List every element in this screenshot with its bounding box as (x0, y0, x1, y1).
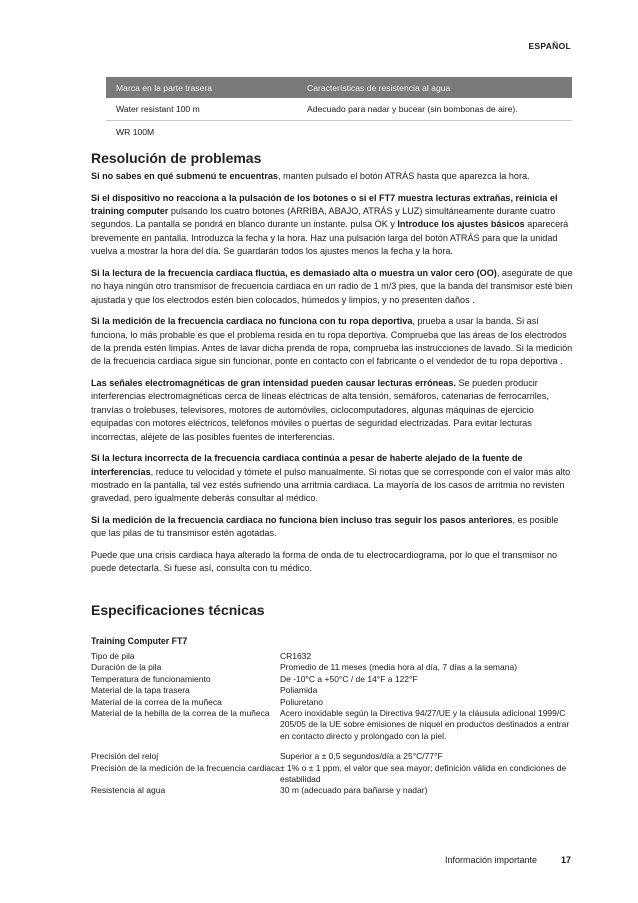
paragraph-text: , manten pulsado el botón ATRÁS hasta que aparezca la hora. (277, 171, 530, 181)
spec-row (91, 674, 575, 685)
paragraph (91, 267, 575, 307)
spec-label: Material de la correa de la muñeca (91, 696, 222, 707)
paragraph-text: Puede que una crisis cardiaca haya alterado la forma de onda de tu electrocardiograma, por lo que el transmisor no puede detectarla. Si fuese así, consulta con tu médico. (91, 550, 558, 574)
spec-row (91, 708, 575, 742)
bold-lead: Las señales electromagnéticas de gran intensidad pueden causar lecturas erróneas. (91, 378, 456, 389)
spec-label: Material de la hebilla de la correa de la muñeca (91, 708, 270, 719)
table-cell: WR 100M (116, 127, 155, 137)
paragraph-text: Se pueden producir interferencias electromagnéticas cerca de líneas eléctricas de alta tensión, semáforos, catenarias de ferrocarriles, tranvías o trolebuses, televisores, motores de automóviles, ciclocomputadores, algunas máquinas de ejercicio equipadas con motores eléctricos, teléfonos móviles o puertas de seguridad electrizadas. Para evitar lecturas incorrectas, aléjete de las posibles fuentes de interferencias. (91, 378, 549, 442)
bold-lead: Si no sabes en qué submenú te encuentras (91, 171, 278, 181)
spec-label: Material de la tapa trasera (91, 685, 190, 696)
paragraph (91, 315, 575, 369)
spec-value: 30 m (adecuado para bañarse y nadar) (280, 785, 428, 796)
spec-row (91, 751, 575, 762)
spacer (91, 742, 575, 751)
paragraph (91, 452, 575, 506)
paragraph-text: , asegúrate de que no haya ningún otro transmisor de frecuencia cardiaca en un radio de 1 m/3 pies, que la banda del transmisor esté bien ajustada y que los electrodos estén bien colocados, húmedos y limpios, y no presenten daños . (91, 267, 573, 305)
table-row (106, 121, 572, 143)
table-cell: Water resistant 100 m (116, 104, 200, 114)
paragraph (91, 377, 575, 444)
spec-value: Promedio de 11 meses (media hora al día, 7 días a la semana) (280, 662, 518, 673)
spec-row (91, 697, 575, 708)
spec-label: Duración de la pila (91, 662, 162, 673)
column-header: Marca en la parte trasera (116, 82, 213, 93)
language-label: ESPAÑOL (528, 41, 571, 51)
spec-row (91, 763, 575, 786)
spec-label: Resistencia al agua (91, 785, 166, 796)
table-cell: Adecuado para nadar y bucear (sin bombonas de aire). (307, 104, 518, 114)
spec-label: Temperatura de funcionamiento (91, 673, 211, 684)
spec-label: Precisión de la medición de la frecuencia cardiaca (91, 762, 280, 773)
spec-row (91, 685, 575, 696)
bold-lead: Si la medición de la frecuencia cardiaca no funciona con tu ropa deportiva (91, 316, 413, 327)
page-number: 17 (560, 855, 571, 865)
spec-value: Poliuretano (280, 696, 324, 707)
spec-label: Precisión del reloj (91, 751, 159, 762)
spec-subtitle: Training Computer FT7 (91, 636, 188, 646)
spec-row (91, 662, 575, 673)
paragraph-text: aparecerá brevemente en pantalla. Introduzca la fecha y la hora. Haz una pulsación larga del botón ATRÁS para que la unidad vuelva a mostrar la hora del día. Se guardarán todos los ajustes menos la fecha y la hora. (91, 219, 569, 257)
spec-value: Acero inoxidable según la Directiva 94/27/UE y la cláusula adicional 1999/C 205/05 de la UE sobre emisiones de níquel en productos destinados a entrar en contacto directo y prolongado con la piel. (280, 708, 570, 741)
paragraph-text: , es posible que las pilas de tu transmisor estén agotadas. (91, 515, 559, 539)
paragraph (91, 514, 575, 541)
section-heading: Especificaciones técnicas (91, 602, 265, 618)
bold-inline: Introduce los ajustes básicos (397, 219, 525, 230)
table-row (106, 98, 572, 121)
spec-value: Poliamida (280, 685, 318, 696)
bold-lead: Si la medición de la frecuencia cardiaca no funciona bien incluso tras seguir los pasos anteriores (91, 515, 513, 526)
bold-lead: Si el dispositivo no reacciona a la pulsación de los botones o si el FT7 muestra lecturas extrañas, reinicia el training computer (91, 192, 558, 216)
footer-section: Información importante (444, 855, 537, 865)
table-header (106, 77, 572, 98)
paragraph (91, 192, 575, 259)
bold-lead: Si la lectura incorrecta de la frecuencia cardiaca continúa a pesar de haberte alejado de la fuente de interferencias (91, 453, 523, 477)
spec-list (91, 651, 575, 797)
spec-value: ± 1% o ± 1 ppm, el valor que sea mayor; definición válida en condiciones de estabilidad (280, 762, 567, 785)
paragraph-text: , prueba a usar la banda. Si así funciona, lo más probable es que el problema resida en tu ropa deportiva. Comprueba que las áreas de los electrodos de la prenda estén limpias. Antes de lavar dicha prenda de ropa, comprueba las instrucciones de lavado. Si la medición de la frecuencia cardiaca sigue sin funcionar, ponte en contacto con el fabricante o el vendedor de tu ropa deportiva . (91, 316, 573, 367)
water-resistance-table (106, 77, 572, 143)
section-heading: Resolución de problemas (91, 150, 262, 166)
spec-row (91, 785, 575, 796)
page-footer (445, 855, 571, 865)
troubleshooting-body (91, 170, 575, 584)
spec-label: Tipo de pila (91, 651, 135, 661)
paragraph (91, 549, 575, 576)
paragraph (91, 170, 575, 183)
paragraph-text: , reduce tu velocidad y tómete el pulso manualmente. Si notas que se corresponde con el valor más alto mostrado en la pantalla, tal vez estés sufriendo una arritmia cardiaca. La mayoría de los casos de arritmia no revisten gravedad, pero igualmente deberás consultar al médico. (91, 466, 571, 504)
spec-value: Superior a ± 0,5 segundos/día a 25°C/77°F (280, 751, 443, 762)
bold-lead: Si la lectura de la frecuencia cardiaca fluctúa, es demasiado alta o muestra un valor cero (OO) (91, 267, 497, 278)
paragraph-text: pulsando los cuatro botones (ARRIBA, ABAJO, ATRÁS y LUZ) simultáneamente durante cuatro segundos. La pantalla se pondrá en blanco durante un instante. pulsa OK y (91, 206, 556, 230)
spec-value: De -10°C a +50°C / de 14°F a 122°F (280, 673, 418, 684)
spec-row (91, 651, 575, 662)
spec-value: CR1632 (280, 651, 312, 661)
column-header: Características de resistencia al agua (307, 82, 451, 93)
